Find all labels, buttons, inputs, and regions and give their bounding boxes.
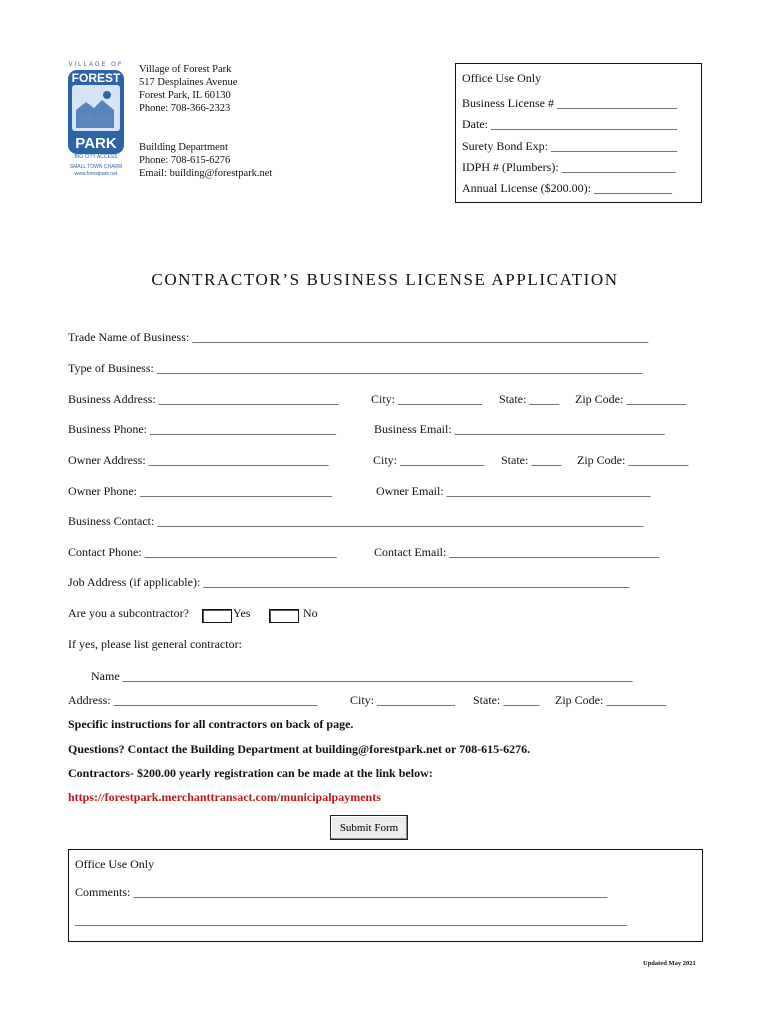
page-title: CONTRACTOR’S BUSINESS LICENSE APPLICATION [151,270,619,289]
department-phone: Phone: 708-615-6276 [139,155,231,166]
logo-emblem-icon [66,70,126,156]
contact-phone-field[interactable]: Contact Phone: ________________________________ [68,545,337,559]
owner-zip-field[interactable]: Zip Code: __________ [577,453,689,467]
business-contact-field[interactable]: Business Contact: _________________________________________________________________________________ [68,514,644,528]
business-city-field[interactable]: City: ______________ [371,392,483,406]
annual-license-field: Annual License ($200.00): _____________ [462,181,672,195]
general-contractor-state-field[interactable]: State: ______ [473,693,540,707]
logo-village-of: VILLAGE OF [68,62,124,68]
owner-address-field[interactable]: Owner Address: ______________________________ [68,453,329,467]
logo-forest-text: FOREST [71,71,121,85]
subcontractor-no-checkbox[interactable] [269,609,299,623]
subcontractor-yes-checkbox[interactable] [202,609,232,623]
business-address-field[interactable]: Business Address: ______________________________ [68,392,339,406]
owner-phone-field[interactable]: Owner Phone: ________________________________ [68,484,332,498]
village-city: Forest Park, IL 60130 [139,90,231,101]
general-contractor-prompt: If yes, please list general contractor: [68,637,242,651]
questions-note: Questions? Contact the Building Department at building@forestpark.net or 708-615-6276. [68,742,531,756]
trade-name-field[interactable]: Trade Name of Business: ____________________________________________________________________________ [68,330,649,344]
office-use-heading: Office Use Only [462,71,542,85]
subcontractor-question: Are you a subcontractor? [68,606,189,620]
general-contractor-zip-field[interactable]: Zip Code: __________ [555,693,667,707]
logo-tagline-1: BIG CITY ACCESS [74,154,118,160]
submit-form-button[interactable]: Submit Form [330,815,408,840]
general-contractor-city-field[interactable]: City: _____________ [350,693,456,707]
office-use-box-top [455,63,702,203]
surety-bond-field: Surety Bond Exp: _____________________ [462,139,677,153]
comments-field[interactable]: Comments: _______________________________________________________________________________ [75,885,608,899]
business-type-field[interactable]: Type of Business: _________________________________________________________________________________ [68,361,643,375]
department-name: Building Department [139,142,228,153]
business-state-field[interactable]: State: _____ [499,392,560,406]
logo-park-text: PARK [75,135,117,152]
logo-tagline-2: SMALL TOWN CHARM [69,164,123,170]
payment-link[interactable]: https://forestpark.merchanttransact.com/municipalpayments [68,790,381,804]
department-email: Email: building@forestpark.net [139,168,273,179]
logo-url: www.forestpark.net [74,171,118,177]
owner-city-field[interactable]: City: ______________ [373,453,485,467]
instructions-note: Specific instructions for all contractors on back of page. [68,717,354,731]
village-logo [66,62,126,182]
business-license-number-field: Business License # ____________________ [462,96,677,110]
general-contractor-name-field[interactable]: Name _____________________________________________________________________________________ [91,669,633,683]
registration-note: Contractors- $200.00 yearly registration can be made at the link below: [68,766,433,780]
village-name: Village of Forest Park [139,64,232,75]
general-contractor-address-field[interactable]: Address: __________________________________ [68,693,318,707]
contact-email-field[interactable]: Contact Email: ___________________________________ [374,545,660,559]
village-street: 517 Desplaines Avenue [139,77,238,88]
office-use-bottom-heading: Office Use Only [75,857,155,871]
idph-field: IDPH # (Plumbers): ___________________ [462,160,676,174]
business-email-field[interactable]: Business Email: ___________________________________ [374,422,665,436]
address-block [139,63,237,115]
village-phone: Phone: 708-366-2323 [139,103,231,114]
business-phone-field[interactable]: Business Phone: _______________________________ [68,422,337,436]
business-zip-field[interactable]: Zip Code: __________ [575,392,687,406]
comments-line-2[interactable]: ____________________________________________________________________________________________ [75,913,627,927]
subcontractor-no-label: No [303,606,318,620]
office-use-box-bottom [68,849,703,942]
owner-state-field[interactable]: State: _____ [501,453,562,467]
updated-date: Updated May 2021 [643,960,696,967]
job-address-field[interactable]: Job Address (if applicable): _______________________________________________________________________ [68,575,630,589]
office-date-field: Date: _______________________________ [462,117,677,131]
department-block [139,141,272,180]
owner-email-field[interactable]: Owner Email: __________________________________ [376,484,651,498]
subcontractor-yes-label: Yes [233,606,251,620]
